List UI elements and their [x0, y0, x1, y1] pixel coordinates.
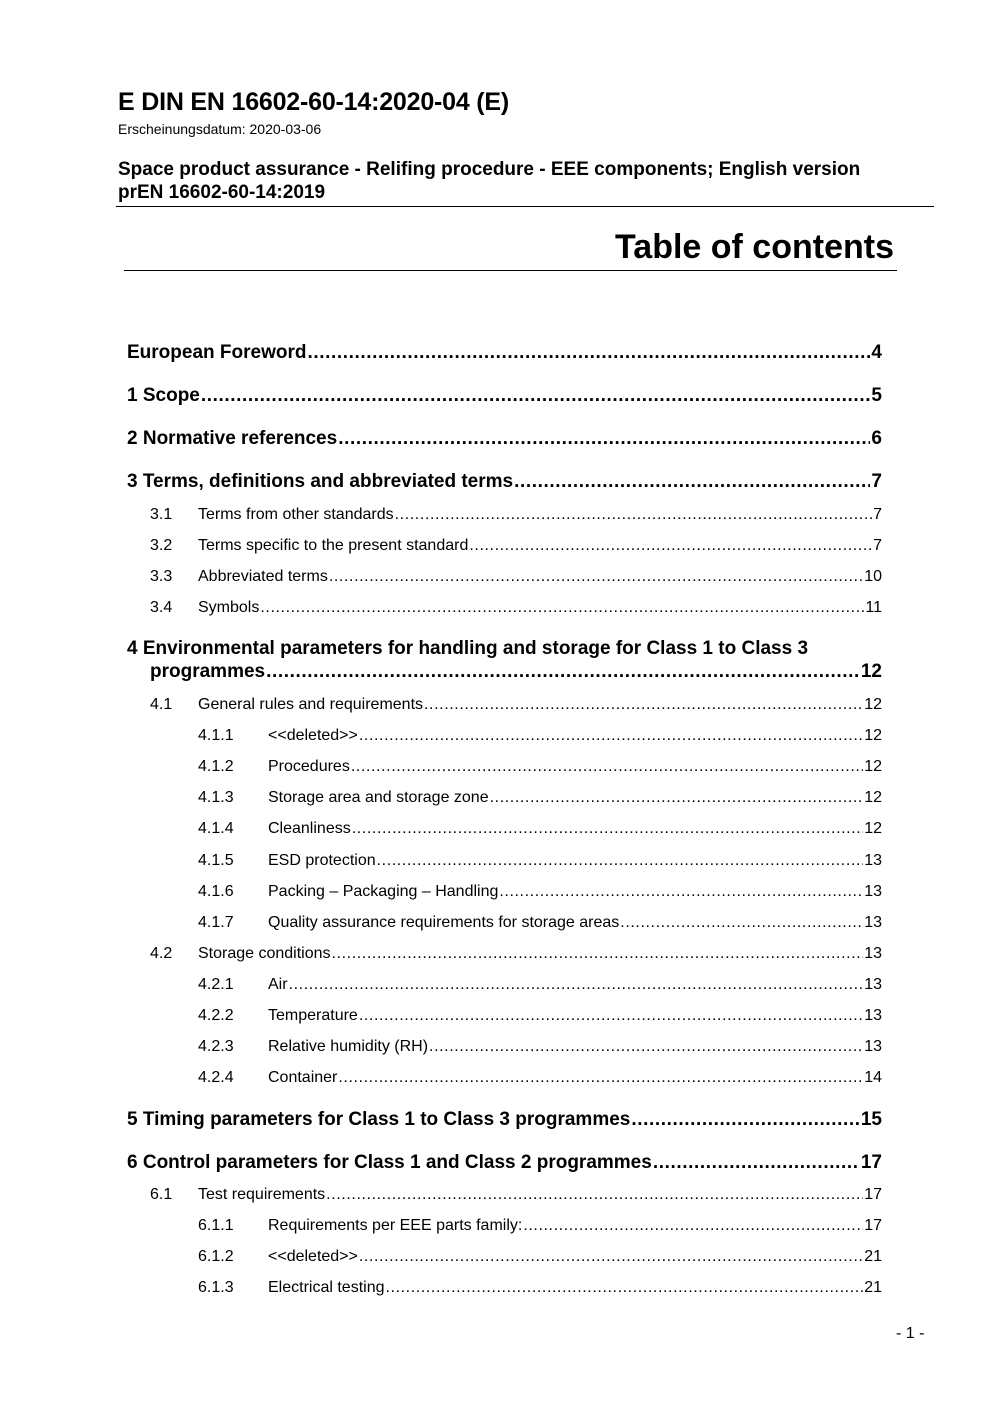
toc-entry-number: 4.1.3: [198, 789, 234, 806]
toc-leader-dots: [377, 852, 864, 870]
toc-entry[interactable]: [127, 428, 882, 450]
toc-entry[interactable]: [198, 1069, 882, 1087]
toc-entry-page: 17: [864, 1217, 882, 1234]
toc-entry-text: Storage conditions: [198, 945, 331, 962]
toc-entry-number: 5: [127, 1109, 138, 1130]
toc-entry-number: 1: [127, 385, 138, 406]
toc-entry[interactable]: [150, 568, 882, 586]
toc-entry-number: 6.1.2: [198, 1248, 234, 1265]
toc-entry-page: 15: [860, 1109, 882, 1130]
document-title-line1: Space product assurance - Relifing procedure - EEE components; English version: [118, 159, 861, 180]
toc-entry[interactable]: [198, 758, 882, 776]
toc-entry[interactable]: [198, 820, 882, 838]
toc-entry-number: 6.1.1: [198, 1217, 234, 1234]
toc-leader-dots: [523, 1217, 863, 1235]
toc-entry-text: Air: [268, 976, 288, 993]
toc-entry-page: 7: [871, 471, 882, 492]
toc-entry-page: 14: [864, 1069, 882, 1086]
toc-entry[interactable]: [198, 1007, 882, 1025]
toc-entry[interactable]: [127, 471, 882, 493]
toc-entry-number: 3.4: [150, 599, 173, 616]
toc-entry-page: 17: [860, 1152, 882, 1173]
document-id: E DIN EN 16602-60-14:2020-04 (E): [118, 88, 510, 116]
toc-entry-text: Timing parameters for Class 1 to Class 3 programmes: [142, 1109, 631, 1130]
toc-leader-dots: [326, 1186, 863, 1204]
toc-entry-page: 12: [864, 727, 882, 744]
toc-entry-text: Cleanliness: [268, 820, 351, 837]
toc-entry-number: 4.2.2: [198, 1007, 234, 1024]
toc-entry[interactable]: [198, 1248, 882, 1266]
header-divider: [116, 206, 934, 207]
toc-entry-page: 21: [864, 1248, 882, 1265]
toc-entry-page: 13: [864, 945, 882, 962]
toc-entry-text: Packing – Packaging – Handling: [268, 883, 499, 900]
toc-heading-divider: [124, 270, 897, 271]
toc-entry-text: Test requirements: [198, 1186, 326, 1203]
toc-entry-text: Requirements per EEE parts family:: [268, 1217, 523, 1234]
toc-leader-dots: [307, 342, 870, 364]
toc-entry-text: ESD protection: [268, 852, 376, 869]
toc-entry-number: 4.1.5: [198, 852, 234, 869]
toc-entry[interactable]: [150, 537, 882, 555]
toc-entry-number: 4.2: [150, 945, 173, 962]
toc-entry-page: 13: [864, 914, 882, 931]
toc-entry-text: Normative references: [142, 428, 338, 449]
toc-entry-number: 4.1: [150, 696, 173, 713]
toc-entry-text: <<deleted>>: [268, 1248, 358, 1265]
toc-entry[interactable]: [198, 1217, 882, 1235]
toc-leader-dots: [499, 883, 863, 901]
toc-entry-page: 7: [873, 537, 882, 554]
toc-entry-number: 4.2.4: [198, 1069, 234, 1086]
toc-entry-continuation[interactable]: [150, 661, 882, 683]
toc-entry-text: Control parameters for Class 1 and Class 2 programmes: [142, 1152, 652, 1173]
toc-leader-dots: [338, 428, 870, 450]
toc-entry[interactable]: [198, 883, 882, 901]
toc-entry-text: Abbreviated terms: [198, 568, 328, 585]
toc-entry-number: 4.1.6: [198, 883, 234, 900]
toc-entry-page: 21: [864, 1279, 882, 1296]
toc-entry[interactable]: [198, 789, 882, 807]
toc-entry-number: 3.1: [150, 506, 173, 523]
toc-heading: Table of contents: [615, 228, 894, 266]
toc-entry-text: European Foreword: [127, 342, 307, 363]
toc-leader-dots: [352, 820, 863, 838]
toc-entry-text: Temperature: [268, 1007, 358, 1024]
toc-entry-number: 6: [127, 1152, 138, 1173]
toc-entry[interactable]: [127, 385, 882, 407]
toc-entry-text-continued: programmes: [150, 661, 266, 682]
toc-entry-text: Container: [268, 1069, 338, 1086]
toc-entry-page: 12: [864, 789, 882, 806]
toc-entry-page: 13: [864, 976, 882, 993]
toc-entry[interactable]: [198, 914, 882, 932]
publication-date: Erscheinungsdatum: 2020-03-06: [118, 121, 322, 137]
toc-entry-text: Scope: [142, 385, 200, 406]
toc-entry-page: 12: [864, 758, 882, 775]
toc-entry[interactable]: [127, 1152, 882, 1174]
toc-leader-dots: [620, 914, 863, 932]
toc-leader-dots: [289, 976, 864, 994]
document-title: [118, 158, 860, 204]
toc-entry-number: 4.2.3: [198, 1038, 234, 1055]
toc-entry-text: Procedures: [268, 758, 350, 775]
toc-entry-page: 13: [864, 852, 882, 869]
toc-entry-page: 17: [864, 1186, 882, 1203]
toc-leader-dots: [351, 758, 863, 776]
toc-entry-text: Storage area and storage zone: [268, 789, 489, 806]
toc-entry[interactable]: [198, 976, 882, 994]
toc-entry-page: 13: [864, 1038, 882, 1055]
toc-entry-number: 4.2.1: [198, 976, 234, 993]
toc-entry-number: 4.1.4: [198, 820, 234, 837]
toc-entry-number: 3: [127, 471, 138, 492]
toc-leader-dots: [359, 727, 863, 745]
toc-entry-number: 6.1.3: [198, 1279, 234, 1296]
toc-entry[interactable]: [198, 1279, 882, 1297]
toc-entry-number: 2: [127, 428, 138, 449]
toc-leader-dots: [386, 1279, 864, 1297]
toc-entry-number: 4: [127, 638, 138, 659]
toc-entry-text: Terms from other standards: [198, 506, 394, 523]
document-title-line2: prEN 16602-60-14:2019: [118, 182, 326, 203]
toc-entry[interactable]: [150, 599, 882, 617]
toc-entry[interactable]: [127, 1109, 882, 1131]
toc-leader-dots: [201, 385, 871, 407]
toc-entry-page: 6: [871, 428, 882, 449]
toc-entry-text: Symbols: [198, 599, 260, 616]
toc-entry-page: 10: [864, 568, 882, 585]
toc-entry[interactable]: [198, 727, 882, 745]
toc-leader-dots: [514, 471, 870, 493]
toc-entry-page: 13: [864, 883, 882, 900]
toc-entry[interactable]: [150, 1186, 882, 1204]
toc-entry-text: Terms specific to the present standard: [198, 537, 469, 554]
toc-entry-page: 7: [873, 506, 882, 523]
toc-leader-dots: [653, 1152, 860, 1174]
toc-entry[interactable]: [127, 342, 882, 364]
toc-entry-text: Quality assurance requirements for storage areas: [268, 914, 620, 931]
toc-leader-dots: [332, 945, 864, 963]
toc-entry-text: Electrical testing: [268, 1279, 385, 1296]
toc-entry-page: 4: [871, 342, 882, 363]
toc-entry-page: 5: [871, 385, 882, 406]
page-number: - 1 -: [896, 1325, 925, 1342]
toc-leader-dots: [429, 1038, 863, 1056]
toc-entry[interactable]: [150, 945, 882, 963]
toc-entry-text: Relative humidity (RH): [268, 1038, 429, 1055]
toc-leader-dots: [359, 1248, 863, 1266]
toc-leader-dots: [469, 537, 872, 555]
toc-entry-text: General rules and requirements: [198, 696, 424, 713]
toc-entry-text: Environmental parameters for handling and storage for Class 1 to Class 3: [142, 638, 809, 659]
toc-leader-dots: [359, 1007, 863, 1025]
toc-leader-dots: [631, 1109, 860, 1131]
toc-leader-dots: [266, 661, 860, 683]
toc-entry[interactable]: [198, 1038, 882, 1056]
toc-entry[interactable]: [150, 506, 882, 524]
toc-entry-page: 12: [864, 820, 882, 837]
toc-entry-text: <<deleted>>: [268, 727, 358, 744]
toc-leader-dots: [424, 696, 863, 714]
toc-entry-first-line[interactable]: [127, 638, 882, 660]
toc-entry-number: 3.3: [150, 568, 173, 585]
toc-entry-page: 12: [864, 696, 882, 713]
toc-leader-dots: [260, 599, 864, 617]
toc-entry-page: 12: [860, 661, 882, 682]
toc-entry-number: 4.1.7: [198, 914, 234, 931]
toc-entry-text: Terms, definitions and abbreviated terms: [142, 471, 514, 492]
toc-entry[interactable]: [150, 696, 882, 714]
toc-leader-dots: [329, 568, 863, 586]
toc-entry-page: 13: [864, 1007, 882, 1024]
toc-leader-dots: [338, 1069, 863, 1087]
toc-entry-number: 6.1: [150, 1186, 173, 1203]
toc-leader-dots: [395, 506, 872, 524]
toc-leader-dots: [490, 789, 864, 807]
toc-entry-number: 3.2: [150, 537, 173, 554]
toc-entry[interactable]: [198, 852, 882, 870]
toc-entry-page: 11: [865, 599, 882, 616]
toc-entry-number: 4.1.2: [198, 758, 234, 775]
toc-entry-number: 4.1.1: [198, 727, 234, 744]
